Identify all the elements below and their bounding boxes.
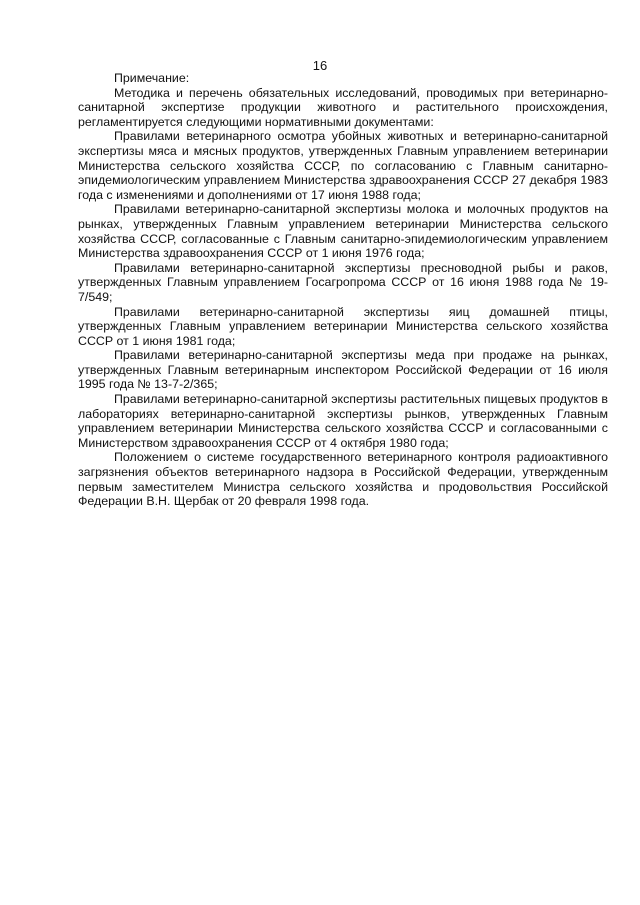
document-body <box>78 71 608 509</box>
note-title: Примечание: <box>114 71 190 85</box>
paragraph-meat-rules: Правилами ветеринарного осмотра убойных животных и ветеринарно-санитарной экспертизы мяса и мясных продуктов, утвержденных Главным управлением ветеринарии Министерства сельского хозяйства СССР, по согласованию с Главным санитарно-эпидемиологическим управлением Министерства здравоохранения СССР 27 декабря 1983 года с изменениями и дополнениями от 17 июня 1988 года; <box>78 129 608 202</box>
paragraph-plant-food-rules: Правилами ветеринарно-санитарной экспертизы растительных пищевых продуктов в лабораториях ветеринарно-санитарной экспертизы рынков, утвержденных Главным управлением ветеринарии Министерства сельского хозяйства СССР и согласованными с Министерством здравоохранения СССР от 4 октября 1980 года; <box>78 392 608 450</box>
paragraph-fish-rules: Правилами ветеринарно-санитарной экспертизы пресноводной рыбы и раков, утвержденных Главным управлением Госагропрома СССР от 16 июня 1988 года № 19-7/549; <box>78 260 608 304</box>
paragraph-radiation-control: Положением о системе государственного ветеринарного контроля радиоактивного загрязнения объектов ветеринарного надзора в Российской Федерации, утвержденным первым заместителем Министра сельского хозяйства и продовольствия Российской Федерации В.Н. Щербак от 20 февраля 1998 года. <box>78 450 608 509</box>
paragraph-honey-rules: Правилами ветеринарно-санитарной экспертизы меда при продаже на рынках, утвержденных Главным ветеринарным инспектором Российской Федерации от 16 июля 1995 года № 13-7-2/365; <box>78 348 608 392</box>
paragraph-intro: Методика и перечень обязательных исследований, проводимых при ветеринарно-санитарной экспертизе продукции животного и растительного происхождения, регламентируется следующими нормативными документами: <box>78 85 608 129</box>
paragraph-egg-rules: Правилами ветеринарно-санитарной экспертизы яиц домашней птицы, утвержденных Главным управлением ветеринарии Министерства сельского хозяйства СССР от 1 июня 1981 года; <box>78 304 608 348</box>
paragraph-milk-rules: Правилами ветеринарно-санитарной экспертизы молока и молочных продуктов на рынках, утвержденных Главным управлением ветеринарии Министерства сельского хозяйства СССР, согласованные с Главным санитарно-эпидемиологическим управлением Министерства здравоохранения СССР от 1 июня 1976 года; <box>78 202 608 261</box>
page-number: 16 <box>312 58 328 73</box>
